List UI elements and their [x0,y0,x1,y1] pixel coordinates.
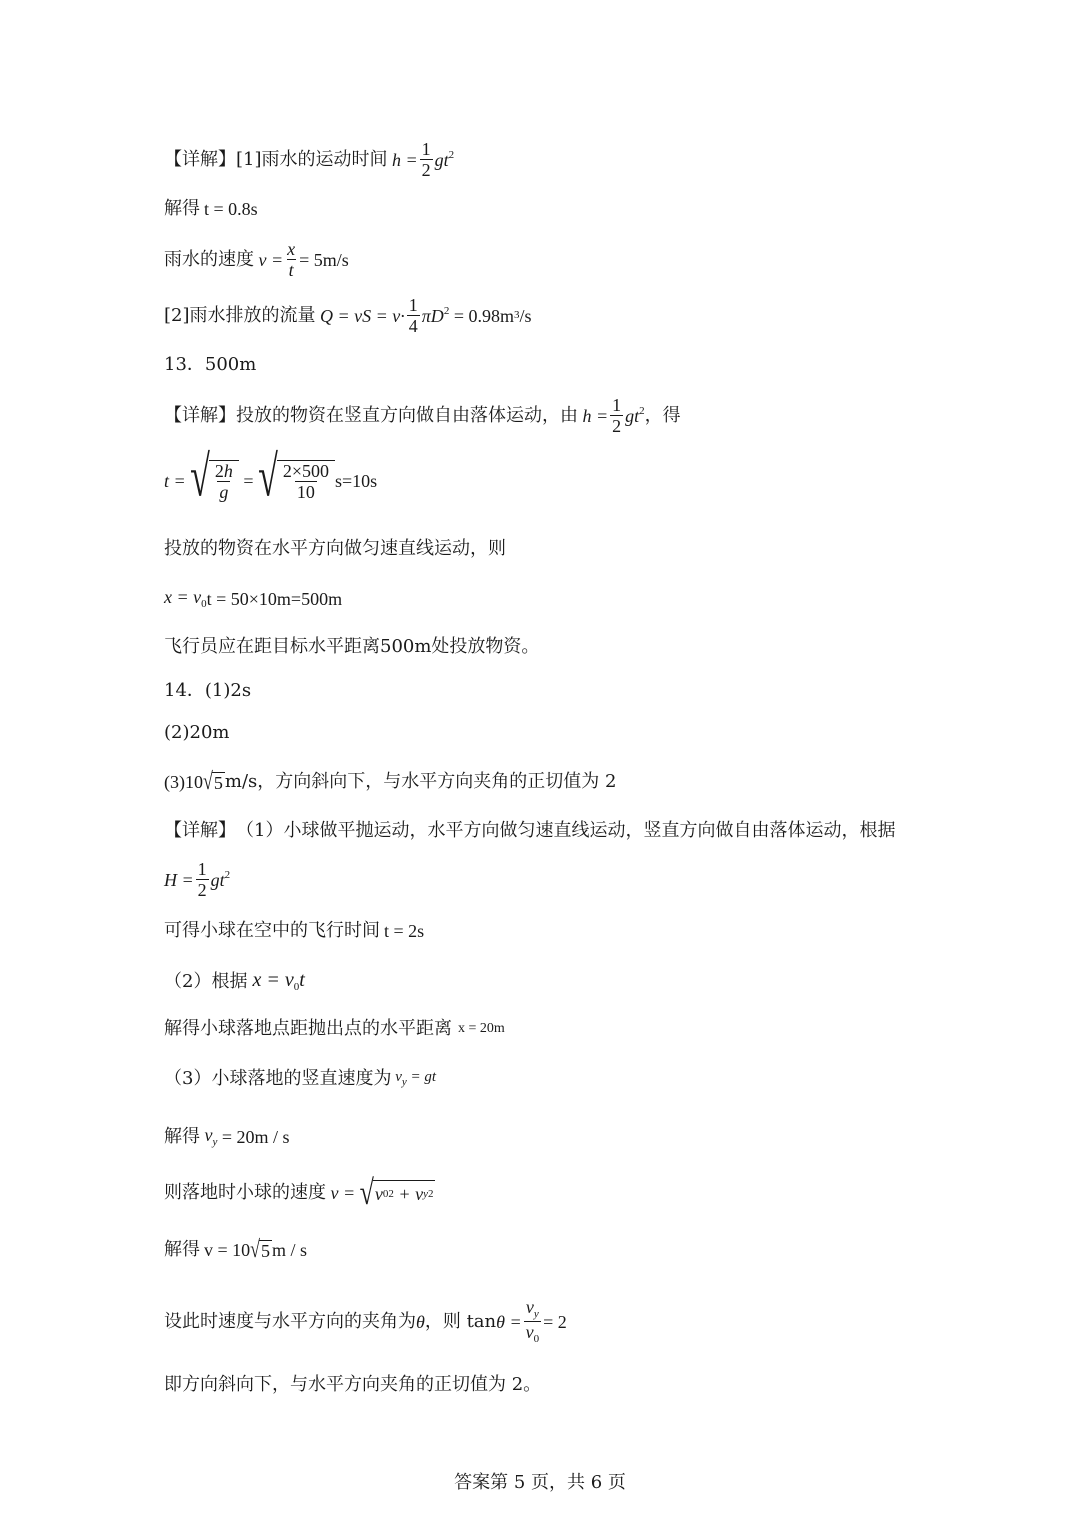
sqrt: √ $\frac{2h}{g}$ [190,460,239,502]
detail-line-8 [164,540,506,558]
formula: $\pi D^2$ [421,305,450,327]
text: 飞行员应在距目标水平距离500m处投放物资。 [164,636,540,657]
text: ，则 tan [424,1310,497,1332]
formula: t = [164,470,191,491]
detail-line-14 [164,822,895,840]
detail-line-23 [164,1298,567,1345]
text: （3）小球落地的竖直速度为 [164,1068,392,1089]
formula: $gt^2$ [210,869,231,891]
text: 解得 [164,198,200,219]
text: (3)10 [164,772,203,792]
formula: $v_y$ [200,1125,218,1148]
fraction: $\frac{1}{2}$ [197,859,207,900]
formula: v = [254,249,284,270]
formula: H = [164,869,194,890]
sqrt: √ $\frac{2\times 500}{10}$ [258,460,335,502]
formula: s=10s [335,470,378,491]
answer-14-1 [164,682,251,700]
formula: t = 2s [384,921,425,941]
detail-line-3 [164,240,349,280]
fraction: $\frac{1}{4}$ [408,295,418,336]
formula: t = 0.8s [204,199,258,219]
text: 14．(1)2s [164,680,252,701]
detail-line-9 [164,588,342,610]
text: 雨水的速度 [164,248,254,270]
text: 投放的物资在水平方向做匀速直线运动，则 [164,538,506,559]
detail-tag: 【详解】 [164,148,236,170]
detail-line-15 [164,860,230,900]
detail-line-4 [164,296,531,336]
detail-line-6 [164,396,681,436]
detail-line-16 [164,922,424,940]
text: （2）根据 [164,970,248,992]
text: 即方向斜向下，与水平方向夹角的正切值为 2。 [164,1374,542,1395]
text: 解得小球落地点距抛出点的水平距离 [164,1018,452,1039]
detail-line-17 [164,970,305,993]
formula: θ = [496,1311,522,1332]
superscript: 3 [513,309,520,322]
detail-line-1 [164,140,454,180]
formula: = 2 [543,1311,567,1332]
sqrt: √ v 0 2 + v y 2 [359,1172,434,1212]
formula: $v_y$ = gt [391,1069,437,1088]
formula: = 5m/s [299,249,349,270]
formula: = 20m / s [221,1127,290,1147]
text: 则落地时小球的速度 [164,1182,326,1203]
detail-line-22 [164,1235,308,1263]
formula: $x = v_0$ [164,587,207,610]
answer-13 [164,356,256,374]
text: 可得小球在空中的飞行时间 [164,920,380,941]
detail-line-18 [164,1020,505,1038]
text: ，得 [644,404,681,426]
detail-line-20 [164,1126,290,1148]
formula: h = [578,405,609,426]
text: [1]雨水的运动时间 [236,148,388,170]
formula: θ [416,1311,425,1332]
text: [2]雨水排放的流量 [164,304,316,326]
formula: v = [326,1183,360,1203]
text: (2)20m [164,722,230,743]
text: 13．500m [164,354,257,375]
text: 解得 [164,1126,200,1147]
text: （1）小球做平抛运动，水平方向做匀速直线运动，竖直方向做自由落体运动，根据 [236,820,896,841]
formula: h = [387,149,418,170]
formula: $x = v_0t$ [247,969,305,993]
formula: $gt^2$ [434,149,455,171]
detail-line-19 [164,1070,436,1088]
text: m/s，方向斜向下，与水平方向夹角的正切值为 2 [224,771,617,792]
formula: Q = vS = v· [315,305,405,326]
detail-line-2 [164,200,258,218]
detail-tag: 【详解】 [164,404,236,426]
formula: m / s [272,1240,308,1260]
formula: $gt^2$ [625,405,645,427]
detail-tag: 【详解】 [164,820,236,841]
fraction: $\frac{x}{t}$ [287,239,296,280]
detail-line-7 [164,444,378,509]
fraction: $\frac{1}{2}$ [421,139,431,180]
formula: = [238,470,259,491]
answer-14-3 [164,767,617,795]
detail-line-10 [164,638,539,656]
formula: x = 20m [458,1021,505,1036]
detail-line-21 [164,1172,435,1212]
fraction: $\frac{1}{2}$ [612,395,622,436]
formula: /s [519,305,532,326]
formula: v = 10 [204,1240,251,1260]
formula: t = 50×10m=500m [206,589,343,609]
sqrt: √ 5 [203,767,223,795]
text: 投放的物资在竖直方向做自由落体运动，由 [236,404,578,426]
detail-line-24 [164,1376,541,1394]
text: 解得 [164,1239,200,1260]
page-footer: 答案第 5 页，共 6 页 [454,1472,626,1493]
formula: = 0.98m [453,305,514,326]
text: 设此时速度与水平方向的夹角为 [164,1310,416,1332]
answer-14-2 [164,724,229,742]
fraction: $\frac{v_y}{v_0}$ [525,1297,540,1345]
sqrt: √ 5 [250,1235,271,1263]
